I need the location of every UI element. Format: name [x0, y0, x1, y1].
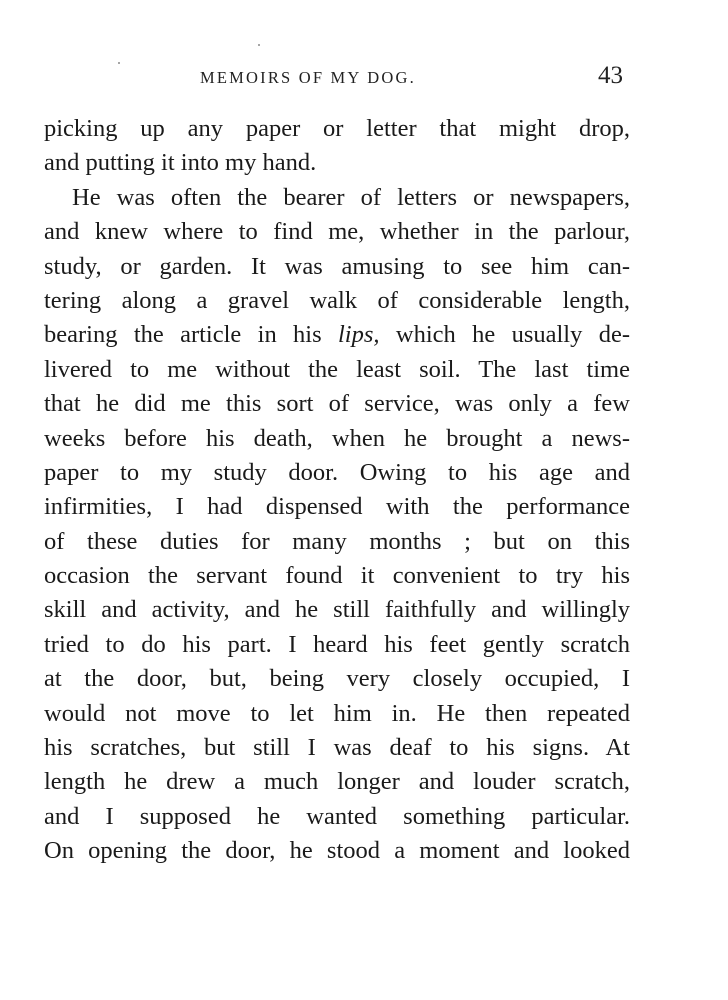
- page-number: 43: [598, 62, 623, 89]
- text-line: infirmities, I had dispensed with the performance: [44, 493, 630, 521]
- text-line: and knew where to find me, whether in the parlour,: [44, 218, 630, 246]
- text-line: his scratches, but still I was deaf to his signs. At: [44, 734, 630, 762]
- text-line: at the door, but, being very closely occupied, I: [44, 665, 630, 693]
- text-segment: which he usually de-: [395, 321, 630, 349]
- text-line: tering along a gravel walk of considerable length,: [44, 286, 630, 314]
- text-line: would not move to let him in. He then repeated: [44, 699, 630, 727]
- text-line: tried to do his part. I heard his feet gently scratch: [44, 630, 630, 658]
- text-line: livered to me without the least soil. The last time: [44, 355, 630, 383]
- paper-speck: [118, 62, 120, 64]
- text-line: weeks before his death, when he brought a news-: [44, 424, 630, 452]
- text-line: On opening the door, he stood a moment and looked: [44, 837, 630, 865]
- text-line: length he drew a much longer and louder scratch,: [44, 768, 630, 796]
- paper-speck: [258, 44, 260, 46]
- text-line: and putting it into my hand.: [44, 149, 317, 177]
- body-text: [44, 112, 630, 869]
- text-line-with-emphasis: [44, 318, 630, 352]
- text-line: and I supposed he wanted something particular.: [44, 802, 630, 830]
- text-line: study, or garden. It was amusing to see him can-: [44, 252, 630, 280]
- text-line: picking up any paper or letter that might drop,: [44, 115, 630, 142]
- text-line: occasion the servant found it convenient to try his: [44, 562, 630, 590]
- text-line: that he did me this sort of service, was only a few: [44, 390, 630, 418]
- text-segment: bearing the article in his: [44, 321, 338, 349]
- running-head: [0, 62, 728, 92]
- text-line: skill and activity, and he still faithfully and willingly: [44, 596, 630, 624]
- text-line: paper to my study door. Owing to his age and: [44, 458, 630, 486]
- running-title: MEMOIRS OF MY DOG.: [200, 68, 416, 87]
- emphasized-word: lips,: [338, 321, 380, 349]
- text-line: of these duties for many months ; but on this: [44, 527, 630, 555]
- text-line: He was often the bearer of letters or newspapers,: [72, 183, 630, 211]
